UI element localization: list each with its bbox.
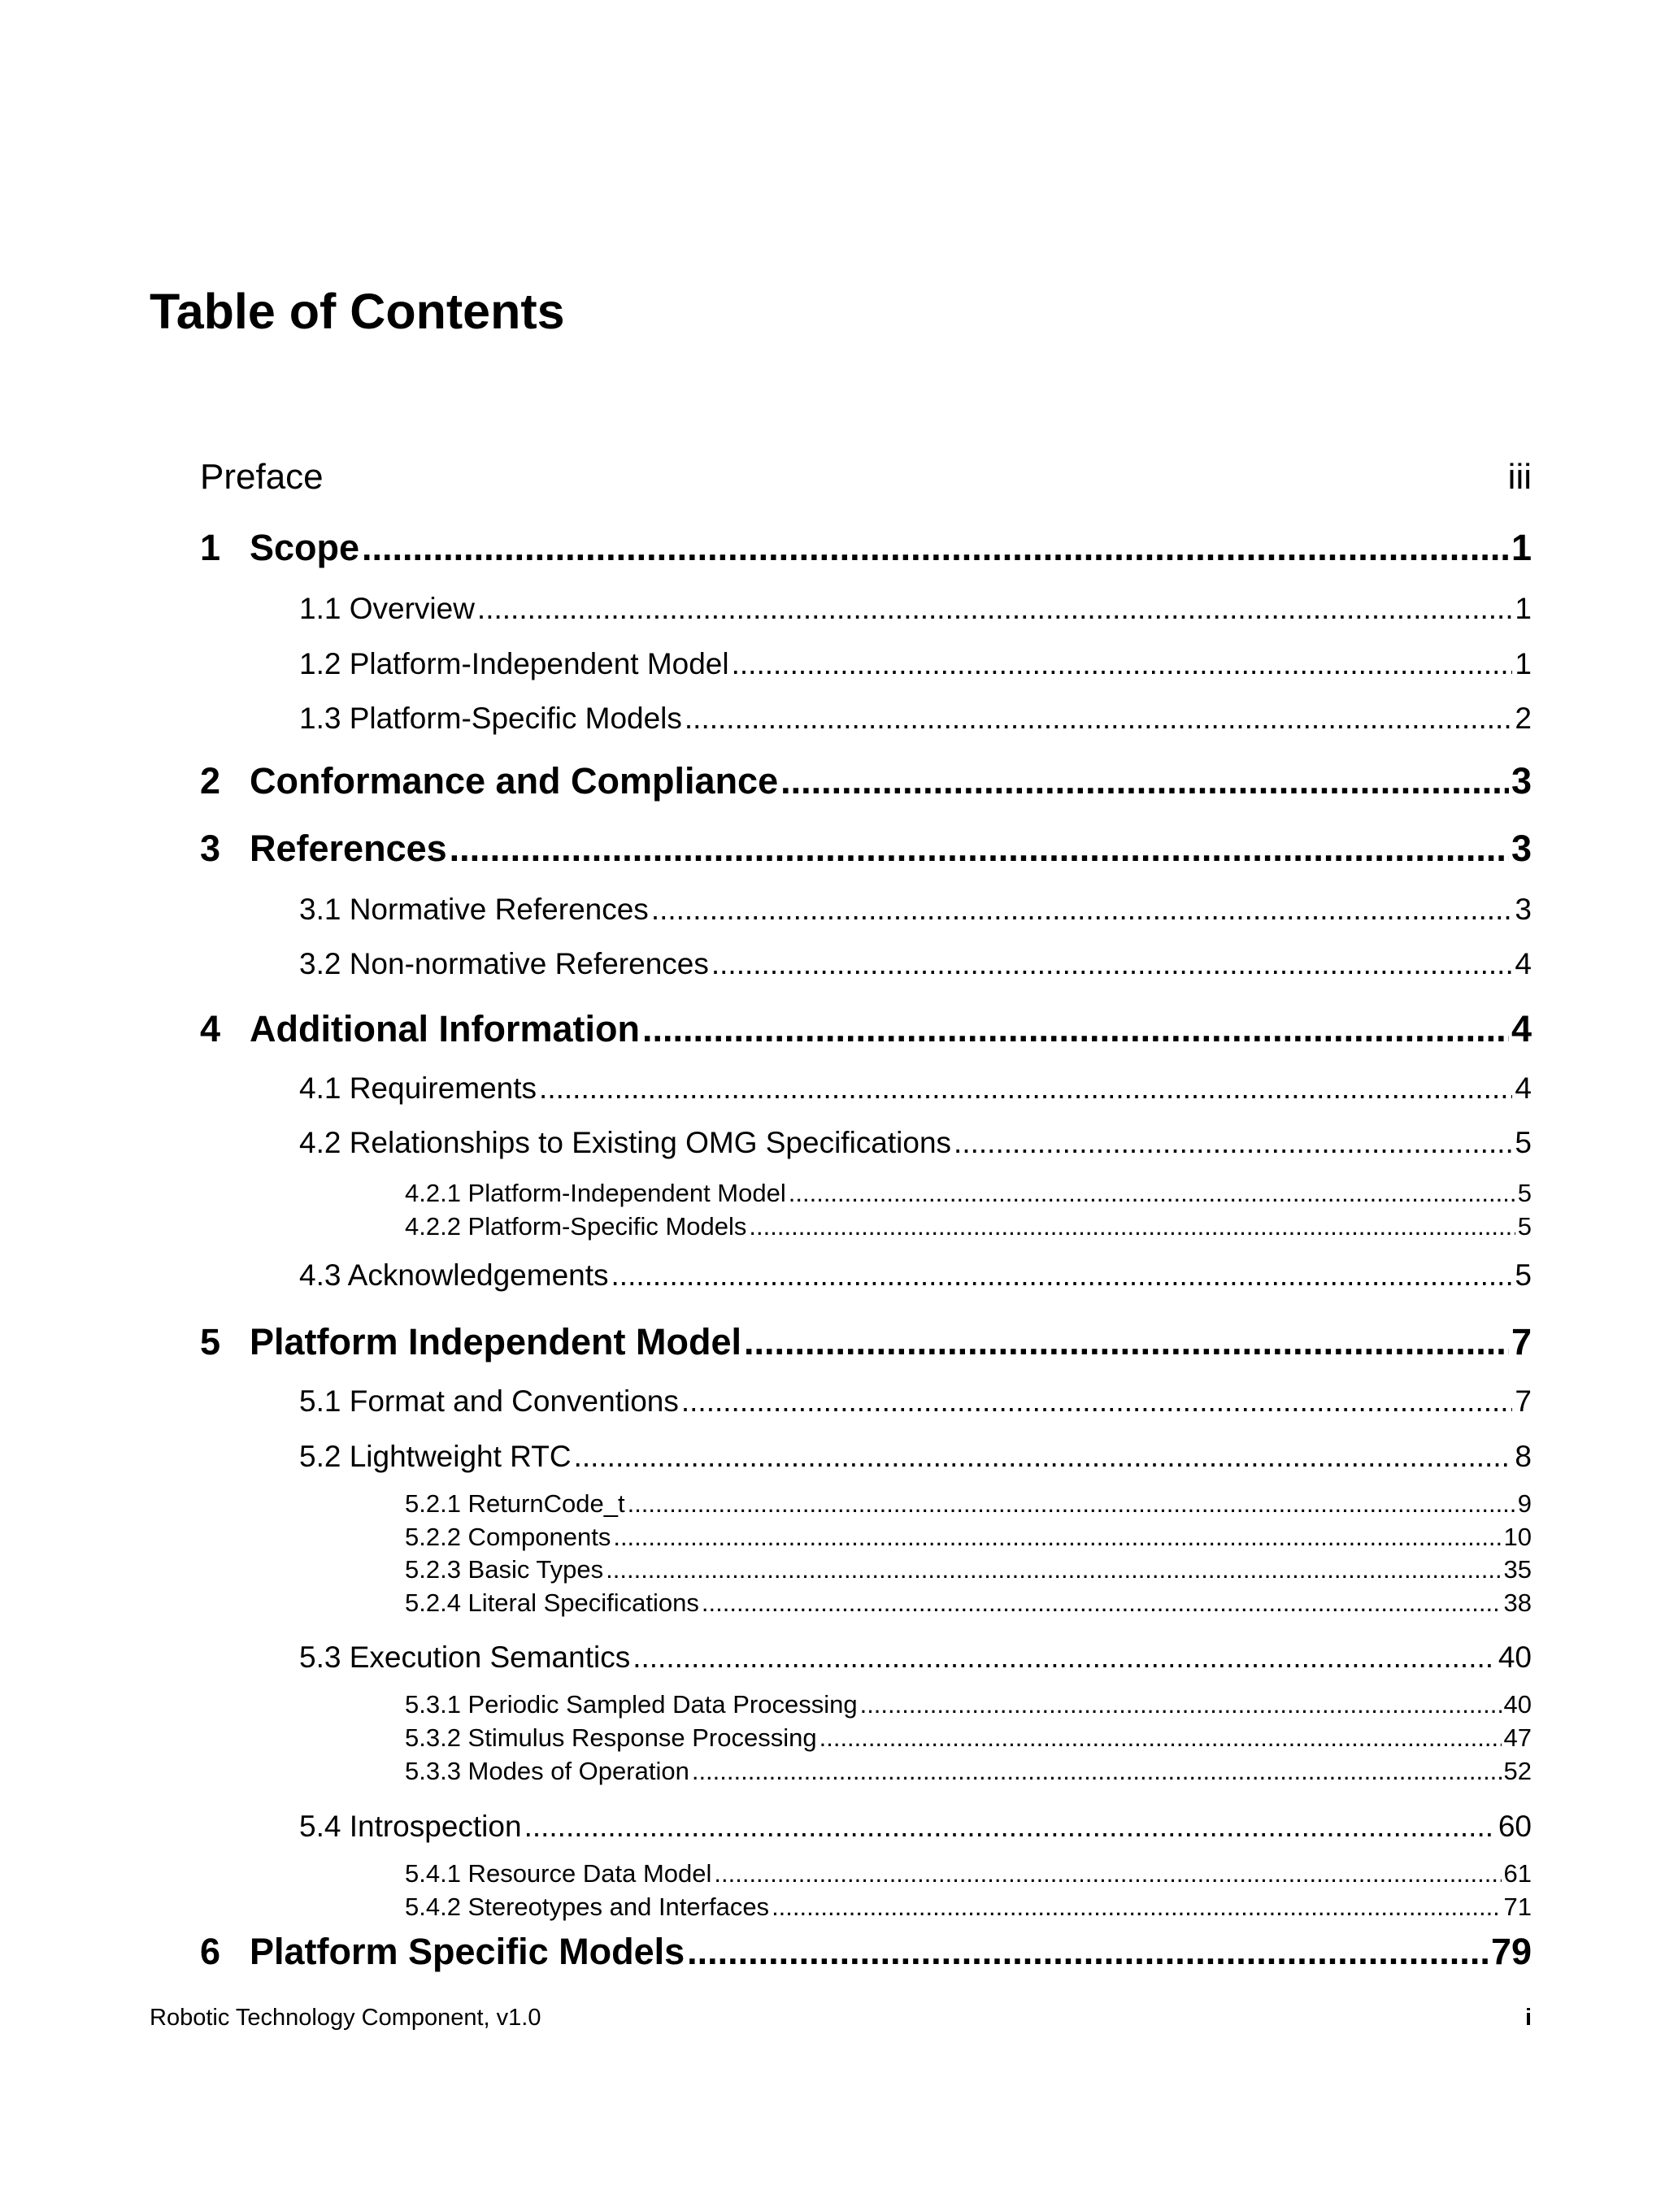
toc-entry-level-1[interactable] [200, 527, 1532, 569]
toc-entry-title: 1.3 Platform-Specific Models [299, 702, 682, 735]
toc-entry-page: 10 [1503, 1523, 1532, 1551]
toc-entry-title: Additional Information [250, 1008, 640, 1050]
dot-leader [633, 1641, 1496, 1675]
toc-entry-preface[interactable] [200, 457, 1532, 498]
toc-entry-page: 3 [1511, 828, 1532, 869]
dot-leader [574, 1440, 1513, 1474]
toc-entry-level-3[interactable] [200, 1757, 1532, 1786]
toc-entry-level-3[interactable] [200, 1212, 1532, 1241]
footer-document-name: Robotic Technology Component, v1.0 [150, 2005, 541, 2031]
dot-leader [524, 1810, 1496, 1844]
dot-leader [711, 947, 1513, 981]
toc-entry-number: 6 [200, 1931, 221, 1972]
toc-entry-title: 4.3 Acknowledgements [299, 1258, 609, 1292]
toc-entry-number: 4 [200, 1008, 221, 1050]
toc-entry-page: 61 [1503, 1859, 1532, 1888]
dot-leader [714, 1859, 1501, 1888]
toc-entry-title: 1.1 Overview [299, 592, 475, 625]
toc-entry-page: 1 [1515, 647, 1532, 680]
table-of-contents [200, 0, 1532, 2032]
dot-leader [780, 760, 1509, 802]
dot-leader [819, 1723, 1502, 1753]
toc-entry-title: 5.2.1 ReturnCode_t [405, 1489, 625, 1518]
toc-entry-title: Conformance and Compliance [250, 760, 779, 802]
toc-entry-level-1[interactable] [200, 828, 1532, 870]
toc-entry-page: 2 [1515, 702, 1532, 735]
toc-entry-title: Preface [200, 457, 324, 497]
toc-entry-title: 5.4.1 Resource Data Model [405, 1859, 712, 1888]
toc-entry-page: 35 [1503, 1555, 1532, 1584]
dot-leader [606, 1555, 1501, 1584]
toc-entry-page: 5 [1517, 1179, 1532, 1207]
toc-entry-title: 4.2 Relationships to Existing OMG Specifications [299, 1126, 952, 1159]
toc-entry-page: 1 [1515, 592, 1532, 625]
toc-entry-title: 5.1 Format and Conventions [299, 1384, 679, 1418]
toc-entry-page: 71 [1503, 1893, 1532, 1921]
toc-entry-page: 1 [1511, 527, 1532, 568]
toc-entry-page: 4 [1511, 1008, 1532, 1050]
footer-page-number: i [1524, 2005, 1532, 2031]
toc-entry-title: 3.1 Normative References [299, 893, 649, 926]
toc-entry-title: 5.2.3 Basic Types [405, 1555, 604, 1584]
toc-entry-page: 5 [1517, 1212, 1532, 1241]
toc-entry-title: 5.2 Lightweight RTC [299, 1440, 572, 1473]
toc-entry-level-2[interactable] [200, 1384, 1532, 1419]
toc-entry-level-3[interactable] [200, 1555, 1532, 1584]
toc-entry-level-1[interactable] [200, 1931, 1532, 1973]
toc-entry-level-1[interactable] [200, 1321, 1532, 1363]
toc-entry-level-2[interactable] [200, 947, 1532, 981]
toc-entry-page: 52 [1503, 1757, 1532, 1785]
toc-entry-level-2[interactable] [200, 1810, 1532, 1844]
toc-entry-page: 79 [1490, 1931, 1532, 1972]
dot-leader [362, 527, 1509, 569]
dot-leader [477, 592, 1513, 626]
toc-entry-level-2[interactable] [200, 1258, 1532, 1293]
toc-entry-page: 38 [1503, 1588, 1532, 1617]
toc-entry-page: 5 [1515, 1258, 1532, 1292]
toc-entry-title: Platform Specific Models [250, 1931, 685, 1972]
toc-entry-page: 40 [1503, 1690, 1532, 1719]
dot-leader [744, 1321, 1509, 1363]
toc-entry-title: 5.3.3 Modes of Operation [405, 1757, 689, 1785]
toc-entry-level-2[interactable] [200, 1641, 1532, 1675]
toc-entry-number: 1 [200, 527, 221, 568]
toc-entry-title: 5.3 Execution Semantics [299, 1641, 631, 1674]
toc-entry-title: 5.4.2 Stereotypes and Interfaces [405, 1893, 770, 1921]
toc-entry-title: 5.3.2 Stimulus Response Processing [405, 1723, 817, 1752]
dot-leader [613, 1523, 1501, 1552]
toc-entry-page: 5 [1515, 1126, 1532, 1159]
toc-entry-page: 3 [1515, 893, 1532, 926]
toc-entry-title: 5.2.2 Components [405, 1523, 611, 1551]
dot-leader [702, 1588, 1502, 1618]
toc-entry-level-2[interactable] [200, 592, 1532, 626]
dot-leader [628, 1489, 1515, 1519]
toc-entry-level-3[interactable] [200, 1723, 1532, 1753]
toc-entry-title: 1.2 Platform-Independent Model [299, 647, 729, 680]
toc-entry-title: 3.2 Non-normative References [299, 947, 709, 980]
toc-entry-level-2[interactable] [200, 1440, 1532, 1474]
toc-entry-page: 4 [1515, 1071, 1532, 1105]
toc-entry-page: 60 [1498, 1810, 1532, 1843]
toc-entry-level-1[interactable] [200, 1008, 1532, 1050]
toc-entry-title: 5.3.1 Periodic Sampled Data Processing [405, 1690, 858, 1719]
dot-leader [772, 1893, 1501, 1922]
toc-entry-level-3[interactable] [200, 1859, 1532, 1888]
dot-leader [860, 1690, 1502, 1719]
toc-entry-page: iii [1507, 457, 1532, 497]
toc-entry-level-2[interactable] [200, 893, 1532, 927]
dot-leader [732, 647, 1513, 681]
dot-leader [749, 1212, 1515, 1241]
dot-leader [692, 1757, 1502, 1786]
toc-entry-number: 2 [200, 760, 221, 802]
page-title: Table of Contents [150, 284, 565, 339]
toc-entry-level-1[interactable] [200, 760, 1532, 802]
dot-leader [687, 1931, 1489, 1973]
toc-entry-level-3[interactable] [200, 1588, 1532, 1618]
toc-entry-level-3[interactable] [200, 1893, 1532, 1922]
toc-entry-page: 4 [1515, 947, 1532, 980]
toc-entry-page: 7 [1515, 1384, 1532, 1418]
toc-entry-level-3[interactable] [200, 1179, 1532, 1208]
toc-entry-page: 7 [1511, 1321, 1532, 1362]
dot-leader [450, 828, 1509, 870]
toc-entry-level-2[interactable] [200, 702, 1532, 736]
toc-entry-page: 3 [1511, 760, 1532, 802]
toc-entry-title: 5.4 Introspection [299, 1810, 522, 1843]
toc-entry-page: 40 [1498, 1641, 1532, 1674]
toc-entry-title: 4.2.1 Platform-Independent Model [405, 1179, 786, 1207]
toc-entry-page: 47 [1503, 1723, 1532, 1752]
dot-leader [539, 1071, 1512, 1106]
dot-leader [685, 702, 1513, 736]
dot-leader [954, 1126, 1512, 1160]
toc-entry-page: 9 [1517, 1489, 1532, 1518]
toc-entry-number: 3 [200, 828, 221, 869]
dot-leader [681, 1384, 1513, 1419]
dot-leader [642, 1008, 1509, 1050]
toc-entry-title: Platform Independent Model [250, 1321, 742, 1362]
toc-entry-level-3[interactable] [200, 1523, 1532, 1552]
toc-entry-title: 4.1 Requirements [299, 1071, 537, 1105]
toc-entry-level-2[interactable] [200, 1071, 1532, 1106]
toc-entry-title: Scope [250, 527, 360, 568]
toc-entry-level-3[interactable] [200, 1690, 1532, 1719]
toc-entry-title: 4.2.2 Platform-Specific Models [405, 1212, 747, 1241]
toc-entry-level-2[interactable] [200, 647, 1532, 681]
toc-entry-level-3[interactable] [200, 1489, 1532, 1519]
toc-entry-number: 5 [200, 1321, 221, 1362]
toc-entry-title: 5.2.4 Literal Specifications [405, 1588, 699, 1617]
toc-entry-level-2[interactable] [200, 1126, 1532, 1160]
toc-entry-title: References [250, 828, 447, 869]
dot-leader [651, 893, 1513, 927]
dot-leader [789, 1179, 1515, 1208]
dot-leader [611, 1258, 1513, 1293]
toc-entry-page: 8 [1515, 1440, 1532, 1473]
